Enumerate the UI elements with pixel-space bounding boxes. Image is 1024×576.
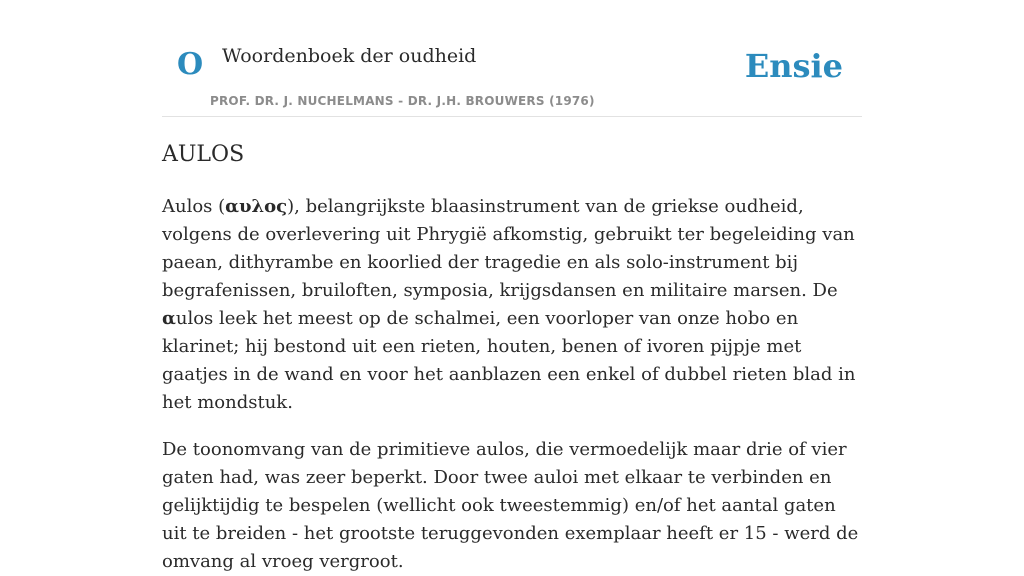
page [162,0,862,576]
entry-paragraph-1 [162,193,862,417]
ensie-logo[interactable]: Ensie [744,47,843,85]
authors: PROF. DR. J. NUCHELMANS - DR. J.H. BROUWERS (1976) [210,94,595,108]
paragraph-1-text-b: ), belangrijkste blaasinstrument van de griekse oudheid, volgens de overlevering uit Phrygië afkomstig, gebruikt ter begeleiding van paean, dithyrambe en koorlied der tragedie en als solo-instrument bij begrafenissen, bruiloften, symposia, krijgsdansen en militaire marsen. De [162,196,855,302]
book-title[interactable]: Woordenboek der oudheid [222,45,477,67]
entry-title: AULOS [162,142,245,167]
paragraph-1-text-a: Aulos ( [162,196,226,218]
entry-paragraph-2: De toonomvang van de primitieve aulos, die vermoedelijk maar drie of vier gaten had, was zeer beperkt. Door twee auloi met elkaar te verbinden en gelijktijdig te bespelen (wellicht ook tweestemmig) en/of het aantal gaten uit te breiden - het grootste teruggevonden exemplaar heeft er 15 - werd de omvang al vroeg vergroot. [162,439,859,573]
letter-link[interactable]: O [177,47,204,82]
greek-term: αυλος [225,196,288,218]
header [162,0,862,117]
paragraph-1-text-c: ulos leek het meest op de schalmei, een voorloper van onze hobo en klarinet; hij bestond uit een rieten, houten, benen of ivoren pijpje met gaatjes in de wand en voor het aanblazen een enkel of dubbel rieten blad in het mondstuk. [162,308,856,414]
greek-letter: α [162,308,176,330]
